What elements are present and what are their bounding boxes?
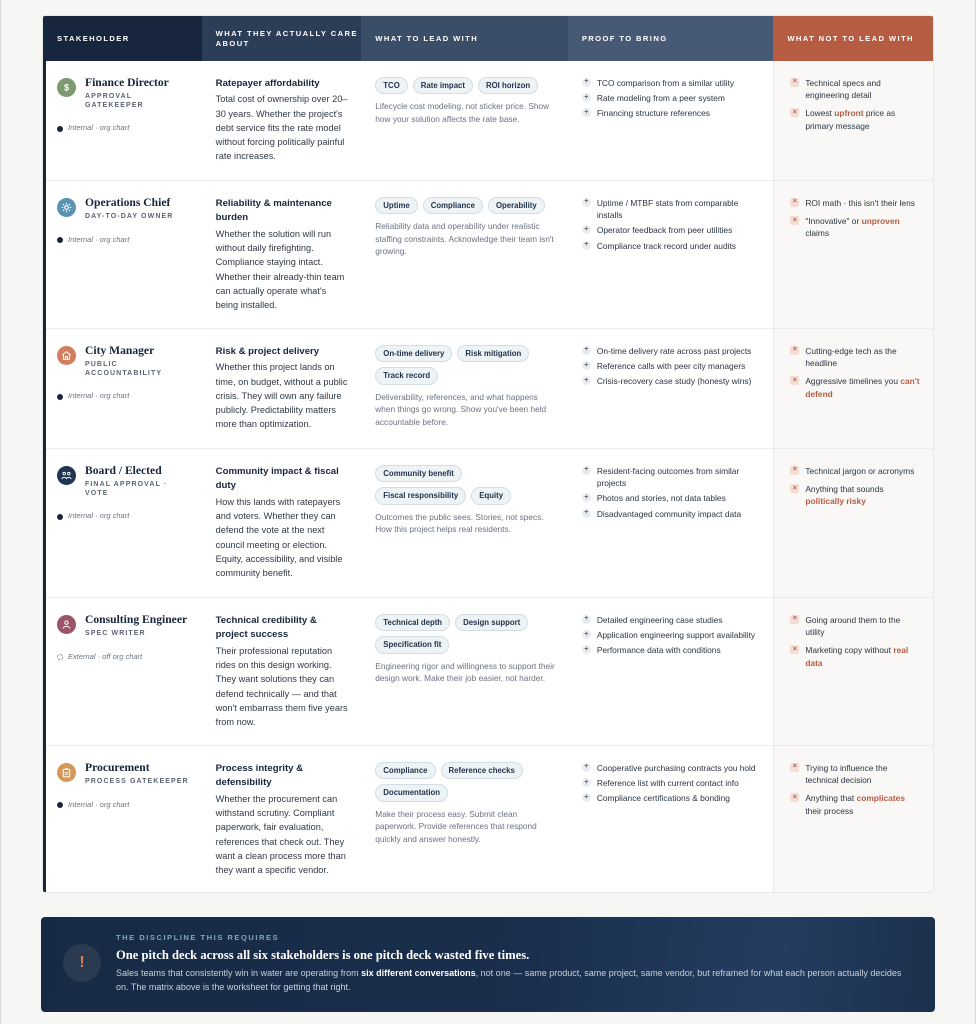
avoid-item (790, 107, 921, 131)
lead-note: Lifecycle cost modeling, not sticker price. Show how your solution affects the rate base. (375, 101, 550, 124)
avoid-text-emphasis: upfront (834, 108, 864, 119)
proof-text: Financing structure references (596, 108, 710, 119)
avoid-text-emphasis: can't defend (805, 376, 920, 399)
status-dot (57, 237, 63, 243)
lead-pills (375, 345, 556, 385)
page-edge-left (0, 0, 1, 1024)
proof-list (582, 197, 762, 252)
avoid-text (805, 375, 921, 399)
stakeholder-name: Consulting Engineer (85, 613, 188, 626)
lead-pill: Documentation (375, 784, 448, 801)
stakeholder-name: Board / Elected (85, 464, 162, 477)
x-mark-icon: × (790, 763, 799, 772)
x-mark-icon: × (790, 484, 799, 493)
lead-pills (375, 77, 556, 94)
lead-cell (361, 181, 568, 328)
org-chart-tag (57, 652, 190, 663)
avoid-item (790, 483, 921, 507)
care-title: Technical credibility & project success (215, 615, 317, 641)
lead-pill: Operability (488, 197, 545, 214)
avoid-cell (773, 181, 933, 328)
lead-pill: Compliance (423, 197, 483, 214)
proof-item (582, 762, 762, 774)
proof-cell (568, 329, 774, 448)
stakeholder-matrix (42, 15, 934, 893)
org-chart-label: Internal · org chart (68, 123, 130, 133)
proof-text: Reference list with current contact info (596, 778, 739, 789)
care-body: Whether the procurement can withstand scrutiny. Compliant paperwork, fair evaluation, references that check out. They want a clean process more than they want a specific vendor. (215, 793, 346, 876)
avoid-text-start: Cutting-edge tech as the headline (805, 346, 897, 369)
stakeholder-row (43, 329, 933, 449)
x-mark-icon: × (790, 198, 799, 207)
stakeholder-cell (43, 181, 202, 328)
avoid-item (790, 465, 921, 477)
care-cell (202, 598, 362, 745)
stakeholder-row (43, 181, 933, 329)
plus-icon: + (582, 93, 591, 102)
proof-item (582, 508, 762, 520)
clipboard-icon (57, 763, 76, 782)
proof-list (582, 614, 762, 657)
proof-item (582, 777, 762, 789)
avoid-text (805, 215, 921, 239)
status-dot (57, 514, 63, 520)
matrix-rows (43, 61, 933, 893)
plus-icon: + (582, 78, 591, 87)
plus-icon: + (582, 466, 591, 475)
callout-body (116, 967, 916, 995)
org-chart-tag (57, 800, 190, 811)
care-cell (202, 449, 362, 597)
care-body: Their professional reputation rides on this design working. They want solutions they can defend technically — and that won't embarrass them five years from now. (215, 645, 348, 728)
avoid-text-start: Aggressive timelines you (805, 376, 901, 387)
proof-text: Detailed engineering case studies (596, 615, 723, 625)
avoid-text-end: their process (805, 805, 854, 816)
exclamation-icon: ! (63, 944, 101, 982)
status-dot (57, 126, 63, 132)
stakeholder-row (43, 61, 933, 181)
avoid-text-start: Anything that sounds (805, 484, 884, 495)
x-mark-icon: × (790, 376, 799, 385)
proof-list (582, 345, 762, 388)
stakeholder-role: PROCESS GATEKEEPER (85, 777, 189, 785)
lead-note: Make their process easy. Submit clean paperwork. Provide references that respond quickly and answer honestly. (375, 808, 537, 844)
stakeholder-row (43, 449, 933, 598)
matrix-header (43, 16, 933, 61)
lead-cell (361, 61, 568, 180)
stakeholder-cell (43, 329, 202, 448)
lead-note: Engineering rigor and willingness to support their design work. Make their job easier, not harder. (375, 660, 555, 684)
proof-text: Application engineering support availability (596, 630, 756, 641)
lead-pills (375, 614, 556, 654)
avoid-text-start: Trying to influence the technical decision (805, 763, 888, 786)
avoid-text (805, 614, 921, 638)
group-icon (57, 466, 76, 485)
avoid-cell (773, 598, 933, 745)
care-title: Risk & project delivery (215, 346, 320, 357)
lead-pills (375, 197, 556, 214)
care-cell (202, 746, 362, 893)
avoid-list (790, 465, 921, 508)
proof-list (582, 465, 762, 520)
avoid-cell (773, 746, 933, 893)
avoid-text (805, 77, 921, 101)
header-lead: WHAT TO LEAD WITH (361, 16, 568, 61)
org-chart-label: External · off org chart (68, 651, 143, 661)
proof-text: Compliance track record under audits (596, 240, 736, 251)
lead-pill: Technical depth (375, 614, 450, 631)
stakeholder-role: SPEC WRITER (85, 629, 146, 637)
lead-cell (361, 449, 568, 597)
proof-list (582, 77, 762, 120)
avoid-item (790, 197, 921, 209)
care-title: Community impact & fiscal duty (215, 466, 339, 492)
avoid-text (805, 197, 915, 209)
plus-icon: + (582, 225, 591, 234)
avoid-text-end: price as primary message (805, 108, 896, 131)
plus-icon: + (582, 346, 591, 355)
plus-icon: + (582, 241, 591, 250)
lead-pill: Community benefit (375, 465, 462, 482)
callout-eyebrow: THE DISCIPLINE THIS REQUIRES (116, 933, 280, 942)
avoid-text-emphasis: real data (805, 645, 909, 668)
callout-body-start: Sales teams that consistently win in water are operating from (116, 968, 362, 978)
status-dot (57, 394, 63, 400)
stakeholder-cell (43, 449, 202, 597)
org-chart-tag (57, 235, 190, 246)
header-avoid: WHAT NOT TO LEAD WITH (773, 16, 933, 61)
proof-text: Resident-facing outcomes from similar projects (596, 466, 740, 489)
proof-text: Rate modeling from a peer system (596, 93, 725, 104)
plus-icon: + (582, 793, 591, 802)
stakeholder-name: Operations Chief (85, 196, 171, 209)
lead-pill: Rate impact (413, 77, 473, 94)
x-mark-icon: × (790, 466, 799, 475)
avoid-item (790, 345, 921, 369)
status-dot (57, 654, 63, 660)
avoid-text (805, 483, 921, 507)
stakeholder-cell (43, 746, 202, 893)
care-body: How this lands with ratepayers and voters. Whether they can defend the vote at the next council meeting or election. Equity, accessibility, and visible community benefit. (215, 496, 343, 579)
callout-headline: One pitch deck across all six stakeholders is one pitch deck wasted five times. (116, 948, 530, 962)
plus-icon: + (582, 645, 591, 654)
avoid-item (790, 792, 921, 816)
plus-icon: + (582, 763, 591, 772)
proof-item (582, 240, 762, 252)
lead-pill: Specification fit (375, 636, 449, 653)
avoid-text-emphasis: unproven (861, 216, 900, 227)
proof-item (582, 360, 762, 372)
svg-text:$: $ (63, 82, 70, 93)
plus-icon: + (582, 493, 591, 502)
proof-list (582, 762, 762, 805)
lead-pill: On-time delivery (375, 345, 452, 362)
proof-text: Compliance certifications & bonding (596, 793, 730, 804)
stakeholder-name: City Manager (85, 344, 155, 357)
lead-pill: Equity (471, 487, 511, 504)
header-care: WHAT THEY ACTUALLY CARE ABOUT (202, 16, 362, 61)
care-body: Whether this project lands on time, on budget, without a public crisis. They will own any failure publicly. Predictability matters more than optimization. (215, 362, 348, 430)
proof-item (582, 644, 762, 656)
person-icon (57, 615, 76, 634)
avoid-item (790, 762, 921, 786)
avoid-list (790, 614, 921, 669)
org-chart-label: Internal · org chart (68, 799, 130, 809)
avoid-text-start: ROI math · this isn't their lens (805, 198, 915, 208)
avoid-list (790, 345, 921, 400)
care-title: Process integrity & defensibility (215, 763, 304, 789)
lead-pill: Design support (455, 614, 528, 631)
org-chart-label: Internal · org chart (68, 391, 130, 401)
lead-pill: Risk mitigation (457, 345, 529, 362)
avoid-cell (773, 449, 933, 597)
x-mark-icon: × (790, 645, 799, 654)
header-proof: PROOF TO BRING (568, 16, 774, 61)
proof-item (582, 197, 762, 221)
x-mark-icon: × (790, 615, 799, 624)
lead-note: Reliability data and operability under realistic staffing constraints. Acknowledge their team isn't growing. (375, 221, 554, 257)
stakeholder-role: PUBLIC ACCOUNTABILITY (85, 360, 163, 377)
care-title: Ratepayer affordability (215, 78, 320, 89)
lead-pill: Track record (375, 367, 438, 384)
x-mark-icon: × (790, 216, 799, 225)
avoid-text (805, 762, 921, 786)
lead-pill: Uptime (375, 197, 417, 214)
avoid-list (790, 762, 921, 817)
lead-pill: Fiscal responsibility (375, 487, 466, 504)
proof-item (582, 77, 762, 89)
avoid-list (790, 77, 921, 132)
building-icon (57, 346, 76, 365)
lead-pills (375, 762, 556, 802)
proof-text: Cooperative purchasing contracts you hold (596, 763, 756, 773)
proof-text: TCO comparison from a similar utility (596, 78, 735, 88)
avoid-list (790, 197, 921, 240)
x-mark-icon: × (790, 793, 799, 802)
avoid-text-end: claims (805, 228, 830, 239)
plus-icon: + (582, 630, 591, 639)
lead-pills (375, 465, 556, 505)
proof-item (582, 629, 762, 641)
org-chart-tag (57, 511, 190, 522)
avoid-text (805, 465, 914, 477)
proof-text: Operator feedback from peer utilities (596, 225, 733, 236)
lead-cell (361, 746, 568, 893)
avoid-cell (773, 61, 933, 180)
proof-cell (568, 449, 774, 597)
avoid-item (790, 375, 921, 399)
org-chart-tag (57, 123, 190, 134)
lead-note: Deliverability, references, and what happens when things go wrong. Show you've been held accountable before. (375, 391, 547, 427)
avoid-text-start: Anything that (805, 793, 857, 804)
x-mark-icon: × (790, 78, 799, 87)
callout-body-emphasis: six different conversations (361, 968, 476, 978)
proof-item (582, 614, 762, 626)
callout-body-end: , not one — same product, same project, same vendor, but reframed for what each person actually decides on. The matrix above is the worksheet for getting that right. (116, 968, 902, 992)
avoid-text (805, 792, 921, 816)
plus-icon: + (582, 778, 591, 787)
stakeholder-cell (43, 61, 202, 180)
plus-icon: + (582, 509, 591, 518)
stakeholder-cell (43, 598, 202, 745)
lead-pill: TCO (375, 77, 407, 94)
proof-text: Performance data with conditions (596, 645, 721, 656)
plus-icon: + (582, 108, 591, 117)
stakeholder-name: Procurement (85, 761, 150, 774)
x-mark-icon: × (790, 346, 799, 355)
avoid-item (790, 614, 921, 638)
proof-cell (568, 598, 774, 745)
proof-text: Photos and stories, not data tables (596, 493, 726, 504)
avoid-text (805, 644, 921, 668)
avoid-text-emphasis: complicates (856, 793, 905, 804)
proof-text: Crisis-recovery case study (honesty wins) (596, 376, 752, 387)
care-cell (202, 61, 362, 180)
plus-icon: + (582, 198, 591, 207)
plus-icon: + (582, 361, 591, 370)
avoid-text (805, 107, 921, 131)
proof-item (582, 345, 762, 357)
proof-text: Disadvantaged community impact data (596, 508, 742, 519)
care-cell (202, 181, 362, 328)
proof-cell (568, 181, 774, 328)
lead-cell (361, 329, 568, 448)
stakeholder-role: FINAL APPROVAL · VOTE (85, 480, 168, 497)
org-chart-label: Internal · org chart (68, 511, 130, 521)
dollar-icon (57, 78, 76, 97)
lead-cell (361, 598, 568, 745)
avoid-item (790, 644, 921, 668)
avoid-text-start: Technical specs and engineering detail (805, 78, 881, 101)
avoid-text-emphasis: politically risky (805, 496, 866, 507)
lead-pill: ROI horizon (478, 77, 538, 94)
proof-item (582, 107, 762, 119)
lead-pill: Reference checks (441, 762, 523, 779)
avoid-item (790, 77, 921, 101)
proof-item (582, 465, 762, 489)
header-stakeholder: STAKEHOLDER (43, 16, 202, 61)
care-body: Whether the solution will run without daily firefighting. Compliance staying intact. Whether their already-thin team can actually operate what's being installed. (215, 228, 345, 311)
avoid-text-start: Going around them to the utility (805, 615, 901, 638)
care-cell (202, 329, 362, 448)
proof-item (582, 375, 762, 387)
gear-icon (57, 198, 76, 217)
org-chart-label: Internal · org chart (68, 234, 130, 244)
stakeholder-name: Finance Director (85, 76, 169, 89)
care-body: Total cost of ownership over 20–30 years. Whether the project's debt service fits the rate model without forcing politically painful rate increases. (215, 94, 348, 162)
lead-note: Outcomes the public sees. Stories, not specs. How this project helps real residents. (375, 511, 544, 535)
avoid-text-start: Marketing copy without (805, 645, 894, 656)
x-mark-icon: × (790, 108, 799, 117)
proof-text: On-time delivery rate across past projects (596, 346, 752, 356)
avoid-item (790, 215, 921, 239)
discipline-callout (41, 917, 935, 1012)
stakeholder-row (43, 598, 933, 746)
org-chart-tag (57, 391, 190, 402)
plus-icon: + (582, 376, 591, 385)
avoid-text-start: "Innovative" or (805, 216, 862, 227)
stakeholder-row (43, 746, 933, 893)
proof-item (582, 92, 762, 104)
avoid-text (805, 345, 921, 369)
avoid-cell (773, 329, 933, 448)
lead-pill: Compliance (375, 762, 435, 779)
plus-icon: + (582, 615, 591, 624)
stakeholder-role: APPROVAL GATEKEEPER (85, 92, 144, 109)
proof-text: Reference calls with peer city managers (596, 361, 746, 372)
stakeholder-role: DAY-TO-DAY OWNER (85, 212, 174, 220)
avoid-text-start: Lowest (805, 108, 835, 119)
avoid-text-start: Technical jargon or acronyms (805, 466, 915, 476)
proof-cell (568, 746, 774, 893)
proof-item (582, 224, 762, 236)
care-title: Reliability & maintenance burden (215, 198, 332, 224)
status-dot (57, 802, 63, 808)
proof-cell (568, 61, 774, 180)
proof-item (582, 492, 762, 504)
proof-text: Uptime / MTBF stats from comparable installs (596, 198, 739, 221)
proof-item (582, 792, 762, 804)
